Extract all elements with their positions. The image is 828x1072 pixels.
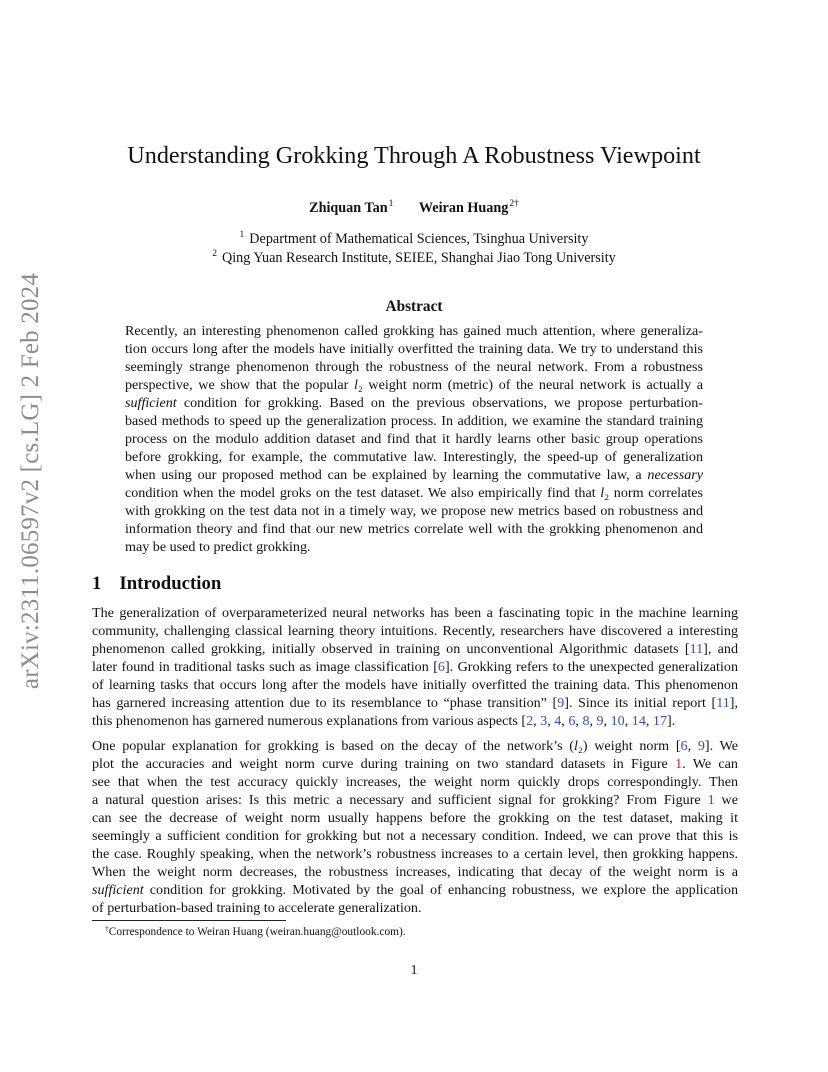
abstract-line: perspective, we show that the popular l₂ weight norm (metric) of the neural network is actually a xyxy=(125,377,703,393)
body-line: community, challenging classical learning theory intuitions. Recently, researchers have discovered a interesting xyxy=(92,623,738,639)
paper-title: Understanding Grokking Through A Robustness Viewpoint xyxy=(127,142,701,169)
abstract-line: condition when the model groks on the test dataset. We also empirically find that l₂ norm correlates xyxy=(125,485,703,501)
abstract-line: tion occurs long after the models have initially overfitted the training data. We try to understand this xyxy=(125,341,703,357)
footnote-rule xyxy=(92,920,286,921)
affiliation: $^2$ Qing Yuan Research Institute, SEIEE, Shanghai Jiao Tong University xyxy=(212,249,616,266)
footnote: †Correspondence to Weiran Huang (weiran.huang@outlook.com). xyxy=(105,924,406,938)
body-line: of learning tasks that occurs long after the models have initially overfitted the training data. This phenomenon xyxy=(92,677,738,693)
body-line: of perturbation-based training to accelerate generalization. xyxy=(92,900,422,916)
page-number: 1 xyxy=(410,962,418,978)
abstract-line: before grokking, for example, the commutative law. Interestingly, the speed-up of generalization xyxy=(125,449,703,465)
body-line: later found in traditional tasks such as image classification [6]. Grokking refers to the unexpected generalization xyxy=(92,659,738,675)
body-line: seemingly a sufficient condition for grokking but not a necessary condition. Indeed, we can prove that this is xyxy=(92,828,738,844)
section-heading: 1 Introduction xyxy=(92,573,222,594)
affiliation: $^1$ Department of Mathematical Sciences, Tsinghua University xyxy=(239,230,589,247)
abstract-heading: Abstract xyxy=(385,298,443,315)
abstract-line: when using our proposed method can be explained by learning the commutative law, a necessary xyxy=(125,467,703,483)
author-name: Weiran Huang xyxy=(418,200,509,216)
body-line: plot the accuracies and weight norm curve during training on two standard datasets in Figure 1. We can xyxy=(92,756,738,772)
body-line: One popular explanation for grokking is based on the decay of the network’s (l₂) weight norm [6, 9]. We xyxy=(92,738,739,754)
abstract-line: information theory and find that our new metrics correlate well with the grokking phenomenon and xyxy=(125,521,703,537)
author-affiliation-mark: 1 xyxy=(388,199,394,209)
author-list xyxy=(0,199,828,217)
body-line: this phenomenon has garnered numerous explanations from various aspects [2, 3, 4, 6, 8, 9, 10, 14, 17]. xyxy=(92,713,676,729)
abstract-line: based methods to speed up the generalization process. In addition, we examine the standard training xyxy=(125,413,703,429)
body-line: phenomenon called grokking, initially observed in training on unconventional Algorithmic datasets [11], and xyxy=(92,641,738,657)
body-line: sufficient condition for grokking. Motivated by the goal of enhancing robustness, we explore the application xyxy=(92,882,738,898)
author-affiliation-mark: 2† xyxy=(509,199,519,209)
abstract-line: with grokking on the test data not in a timely way, we propose new metrics based on robustness and xyxy=(125,503,703,519)
body-line: the case. Roughly speaking, when the network’s robustness increases to a certain level, then grokking happens. xyxy=(92,846,738,862)
body-line: can see the decrease of weight norm usually happens before the grokking on the test dataset, making it xyxy=(92,810,738,826)
body-line: has garnered increasing attention due to its resemblance to “phase transition” [9]. Since its initial report [11], xyxy=(92,695,738,711)
body-line: The generalization of overparameterized neural networks has been a fascinating topic in the machine learning xyxy=(92,605,738,621)
abstract-line: process on the modulo addition dataset and find that it hardly learns other basic group operations xyxy=(125,431,703,447)
abstract-line: may be used to predict grokking. xyxy=(125,539,311,555)
body-line: When the weight norm decreases, the robustness increases, indicating that decay of the weight norm is a xyxy=(92,864,738,880)
body-line: a natural question arises: Is this metric a necessary and sufficient signal for grokking? From Figure 1 we xyxy=(92,792,738,808)
abstract-line: Recently, an interesting phenomenon called grokking has gained much attention, where generaliza- xyxy=(125,323,703,339)
body-line: see that when the test accuracy quickly increases, the weight norm quickly drops correspondingly. Then xyxy=(92,774,738,790)
abstract-line: seemingly strange phenomenon through the robustness of the neural network. From a robustness xyxy=(125,359,703,375)
author-name: Zhiquan Tan xyxy=(309,200,388,216)
arxiv-identifier: arXiv:2311.06597v2 [cs.LG] 2 Feb 2024 xyxy=(17,272,44,689)
abstract-line: sufficient condition for grokking. Based on the previous observations, we propose perturbation- xyxy=(125,395,703,411)
